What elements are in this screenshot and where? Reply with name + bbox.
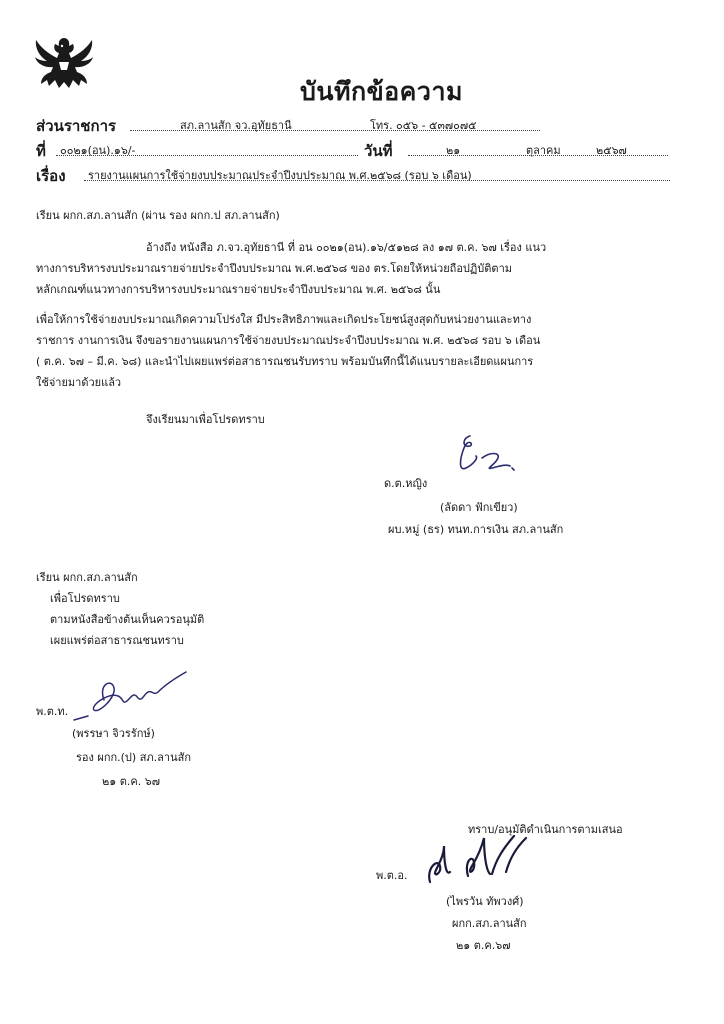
date-day: ๒๑ xyxy=(446,144,461,157)
endorsement2-name: (ไพรวัน ทัพวงศ์) xyxy=(446,895,524,908)
signature-2-icon xyxy=(68,662,208,722)
paragraph2-line3: ( ต.ค. ๖๗ – มี.ค. ๖๘) และนำไปเผยแพร่ต่อสาธารณชนรับทราบ พร้อมบันทึกนี้ได้แนบรายละเอียดแผนการ xyxy=(36,355,534,368)
endorsement1-rank: พ.ต.ท. xyxy=(36,705,69,718)
date-month: ตุลาคม xyxy=(526,144,561,157)
subject-value: รายงานแผนการใช้จ่ายงบประมาณประจำปีงบประมาณ พ.ศ.๒๕๖๘ (รอบ ๖ เดือน) xyxy=(88,169,472,182)
endorsement2-note: ทราบ/อนุมัติดำเนินการตามเสนอ xyxy=(468,823,623,836)
endorsement1-line2: ตามหนังสือข้างต้นเห็นควรอนุมัติ xyxy=(50,613,205,626)
date-year: ๒๕๖๗ xyxy=(596,144,627,157)
memo-title: บันทึกข้อความ xyxy=(300,77,463,106)
date-label: วันที่ xyxy=(364,142,393,160)
phone-value: โทร. ๐๕๖ - ๕๓๗๐๗๕ xyxy=(370,119,477,132)
signature-3-icon xyxy=(410,832,540,890)
endorsement2-rank: พ.ต.อ. xyxy=(376,869,408,882)
endorsement2-date: ๒๑ ต.ค.๖๗ xyxy=(456,939,511,952)
salutation: เรียน ผกก.สภ.ลานสัก (ผ่าน รอง ผกก.ป สภ.ลานสัก) xyxy=(36,209,280,222)
ref-label: ที่ xyxy=(36,142,46,160)
paragraph2-line4: ใช้จ่ายมาด้วยแล้ว xyxy=(36,376,122,389)
signer1-rank: ด.ต.หญิง xyxy=(384,477,428,490)
department-label: ส่วนราชการ xyxy=(36,117,117,135)
endorsement1-to: เรียน ผกก.สภ.ลานสัก xyxy=(36,571,138,584)
subject-label: เรื่อง xyxy=(36,167,66,185)
signature-1-icon xyxy=(440,428,540,482)
paragraph2-line1: เพื่อให้การใช้จ่ายงบประมาณเกิดความโปร่งใส มีประสิทธิภาพและเกิดประโยชน์สูงสุดกับหน่วยงานและทาง xyxy=(36,313,532,326)
endorsement1-line1: เพื่อโปรดทราบ xyxy=(50,592,120,605)
garuda-emblem-icon xyxy=(33,34,95,92)
paragraph1-line1: อ้างถึง หนังสือ ภ.จว.อุทัยธานี ที่ อน ๐๐๒๑(อน).๑๖/๕๑๒๘ ลง ๑๗ ต.ค. ๖๗ เรื่อง แนว xyxy=(146,241,547,254)
endorsement1-position: รอง ผกก.(ป) สภ.ลานสัก xyxy=(76,751,191,764)
department-value: สภ.ลานสัก จว.อุทัยธานี xyxy=(180,119,292,132)
paragraph2-line2: ราชการ งานการเงิน จึงขอรายงานแผนการใช้จ่ายงบประมาณประจำปีงบประมาณ พ.ศ. ๒๕๖๘ รอบ ๖ เดือน xyxy=(36,334,541,347)
ref-value: ๐๐๒๑(อน).๑๖/- xyxy=(60,144,136,157)
endorsement2-position: ผกก.สภ.ลานสัก xyxy=(452,917,527,930)
endorsement1-date: ๒๑ ต.ค. ๖๗ xyxy=(102,775,160,788)
signer1-name: (ลัดดา ฟักเขียว) xyxy=(440,501,518,514)
paragraph1-line3: หลักเกณฑ์แนวทางการบริหารงบประมาณรายจ่ายประจำปีงบประมาณ พ.ศ. ๒๕๖๘ นั้น xyxy=(36,283,441,296)
closing-line: จึงเรียนมาเพื่อโปรดทราบ xyxy=(146,413,265,426)
signer1-position: ผบ.หมู่ (ธร) ทนท.การเงิน สภ.ลานสัก xyxy=(388,523,564,536)
paragraph1-line2: ทางการบริหารงบประมาณรายจ่ายประจำปีงบประมาณ พ.ศ.๒๕๖๘ ของ ตร.โดยให้หน่วยถือปฏิบัติตาม xyxy=(36,262,512,275)
endorsement1-line3: เผยแพร่ต่อสาธารณชนทราบ xyxy=(50,634,184,647)
endorsement1-name: (พรรษา จิวรรักษ์) xyxy=(72,727,155,740)
